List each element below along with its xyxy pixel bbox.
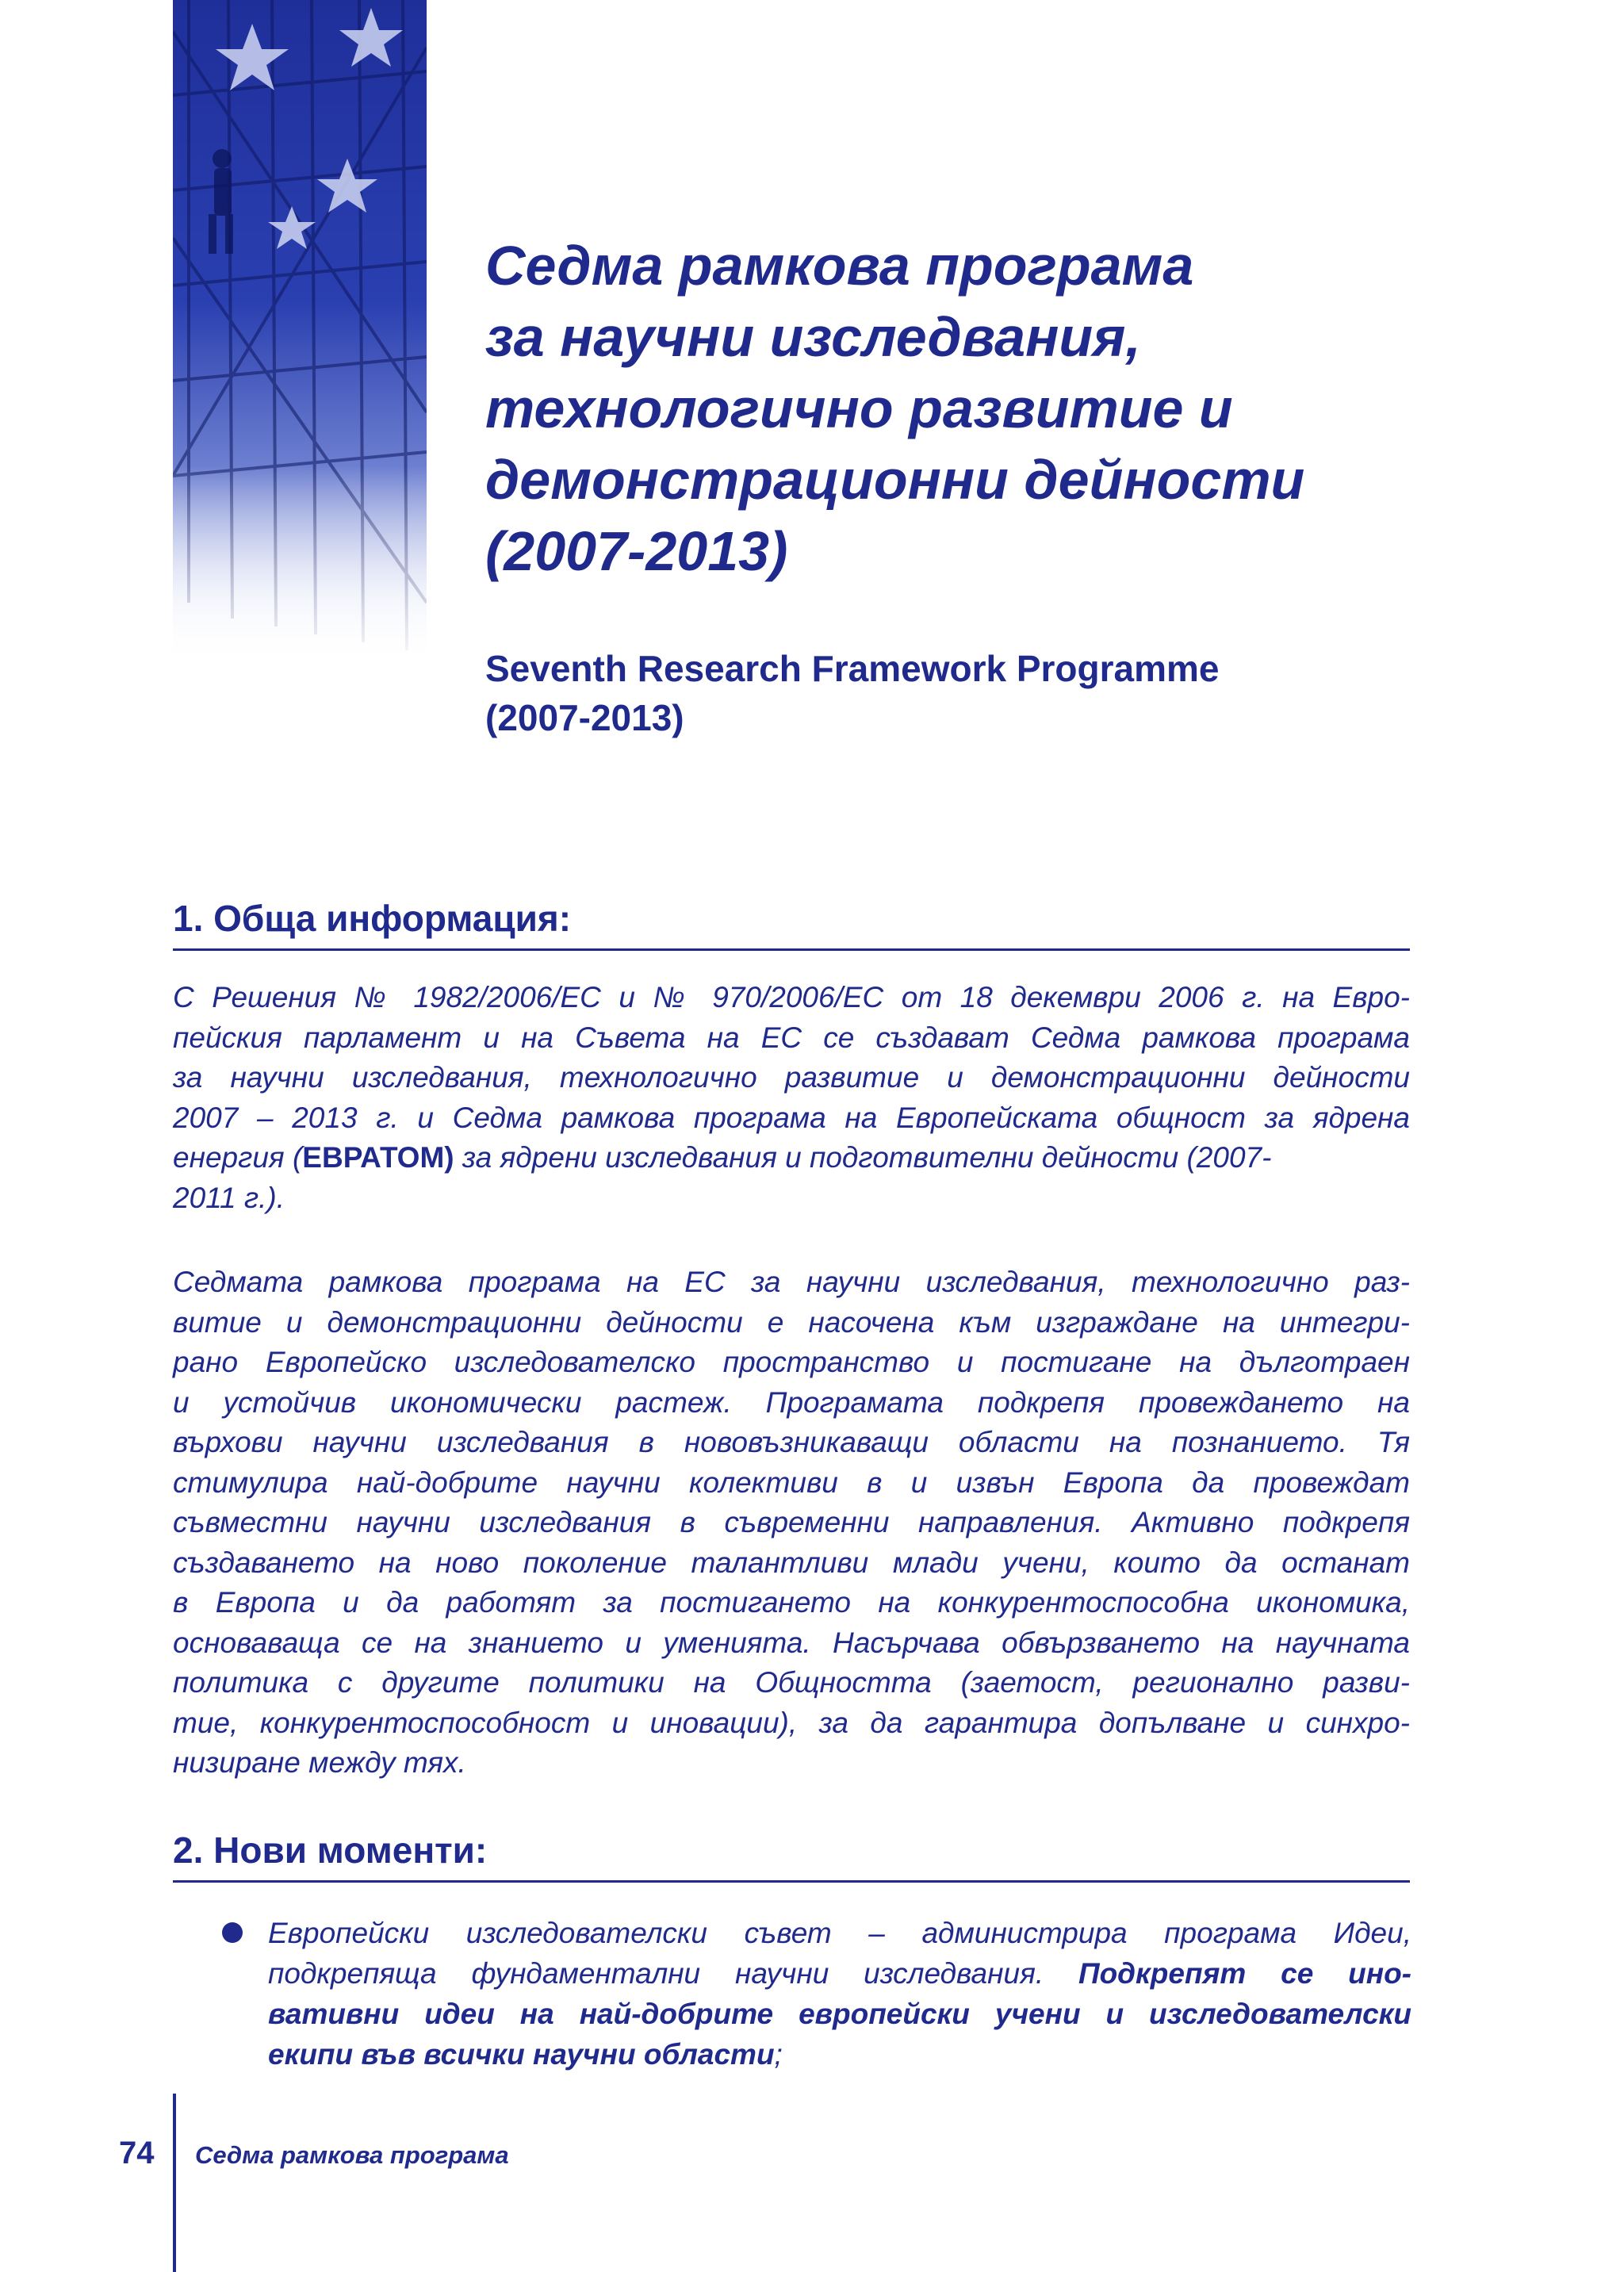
text-line: низиране между тях. [173,1746,466,1779]
text-line [173,1138,1410,1178]
new-features-list [222,1913,1411,2075]
text-line: 2011 г.). [173,1181,285,1214]
page-number: 74 [119,2136,155,2170]
text-fragment: подкрепяща фундаментални научни изследвания. [268,1957,1078,1990]
text-line: в Европа и да работят за постигането на конкурентоспособна икономика, [173,1586,1410,1619]
bold-fragment: вативни идеи на най-добрите европейски учени и изследователски [268,1998,1411,2030]
subtitle-line: (2007-2013) [485,697,684,738]
text-line: пейския парламент и на Съвета на ЕС се създават Седма рамкова програма [173,1021,1410,1054]
text-line: създаването на ново поколение талантливи млади учени, които да останат [173,1546,1410,1579]
title-line: за научни изследвания, [485,306,1141,368]
title-line: технологично развитие и [485,377,1233,439]
text-line: и устойчив икономически растеж. Програмата подкрепя провеждането на [173,1385,1410,1419]
text-line [268,1994,1411,2034]
text-line: Седмата рамкова програма на ЕС за научни изследвания, технологично раз- [173,1266,1410,1298]
paragraph-programme-goals [173,1262,1410,1784]
subtitle-line: Seventh Research Framework Programme [485,648,1220,689]
text-line: политика с другите политики на Общността (заетост, регионално разви- [173,1666,1410,1699]
document-title [485,230,1469,587]
bold-fragment: екипи във всички научни области [268,2038,775,2071]
text-line: стимулира най-добрите научни колективи в и извън Европа да провеждат [173,1465,1410,1499]
paragraph-general-info [173,978,1410,1218]
list-item [222,1913,1411,2075]
text-line [268,1953,1411,1994]
banner-image [173,0,427,666]
bold-fragment: Подкрепят се ино- [1078,1957,1411,1990]
text-line: Европейски изследователски съвет – администрира програма Идеи, [268,1917,1411,1949]
text-line: съвместни научни изследвания в съвременни направления. Активно подкрепя [173,1506,1410,1538]
text-fragment: за ядрени изследвания и подготвителни дейности (2007- [454,1141,1272,1174]
text-line: рано Европейско изследователско пространство и постигане на дълготраен [173,1346,1410,1378]
running-title: Седма рамкова програма [195,2141,509,2169]
text-line: основаваща се на знанието и уменията. Насърчава обвързването на научната [173,1626,1410,1659]
section-heading-new-features: 2. Нови моменти: [173,1828,1410,1883]
text-fragment: енергия ( [173,1141,303,1174]
text-line: за научни изследвания, технологично развитие и демонстрационни дейности [173,1061,1410,1094]
euratom-bold: ЕВРАТОМ) [302,1141,454,1174]
text-fragment: ; [774,2038,783,2071]
text-line: С Решения № 1982/2006/ЕС и № 970/2006/ЕС от 18 декември 2006 г. на Евро- [173,981,1410,1013]
section-heading-general-info: 1. Обща информация: [173,896,1410,951]
text-line: 2007 – 2013 г. и Седма рамкова програма на Европейската общност за ядрена [173,1101,1410,1134]
text-line: витие и демонстрационни дейности е насочена към изграждане на интегри- [173,1305,1410,1339]
footer-divider [173,2094,176,2272]
title-line: демонстрационни дейности [485,449,1305,511]
text-line: тие, конкурентоспособност и иновации), за да гарантира допълване и синхро- [173,1706,1410,1739]
text-line [268,2034,1411,2075]
title-line: Седма рамкова програма [485,235,1194,297]
text-line: върхови научни изследвания в нововъзникаващи области на познанието. Тя [173,1426,1410,1458]
document-subtitle [485,644,1437,742]
title-line: (2007-2013) [485,520,788,582]
bullet-icon [222,1922,243,1943]
